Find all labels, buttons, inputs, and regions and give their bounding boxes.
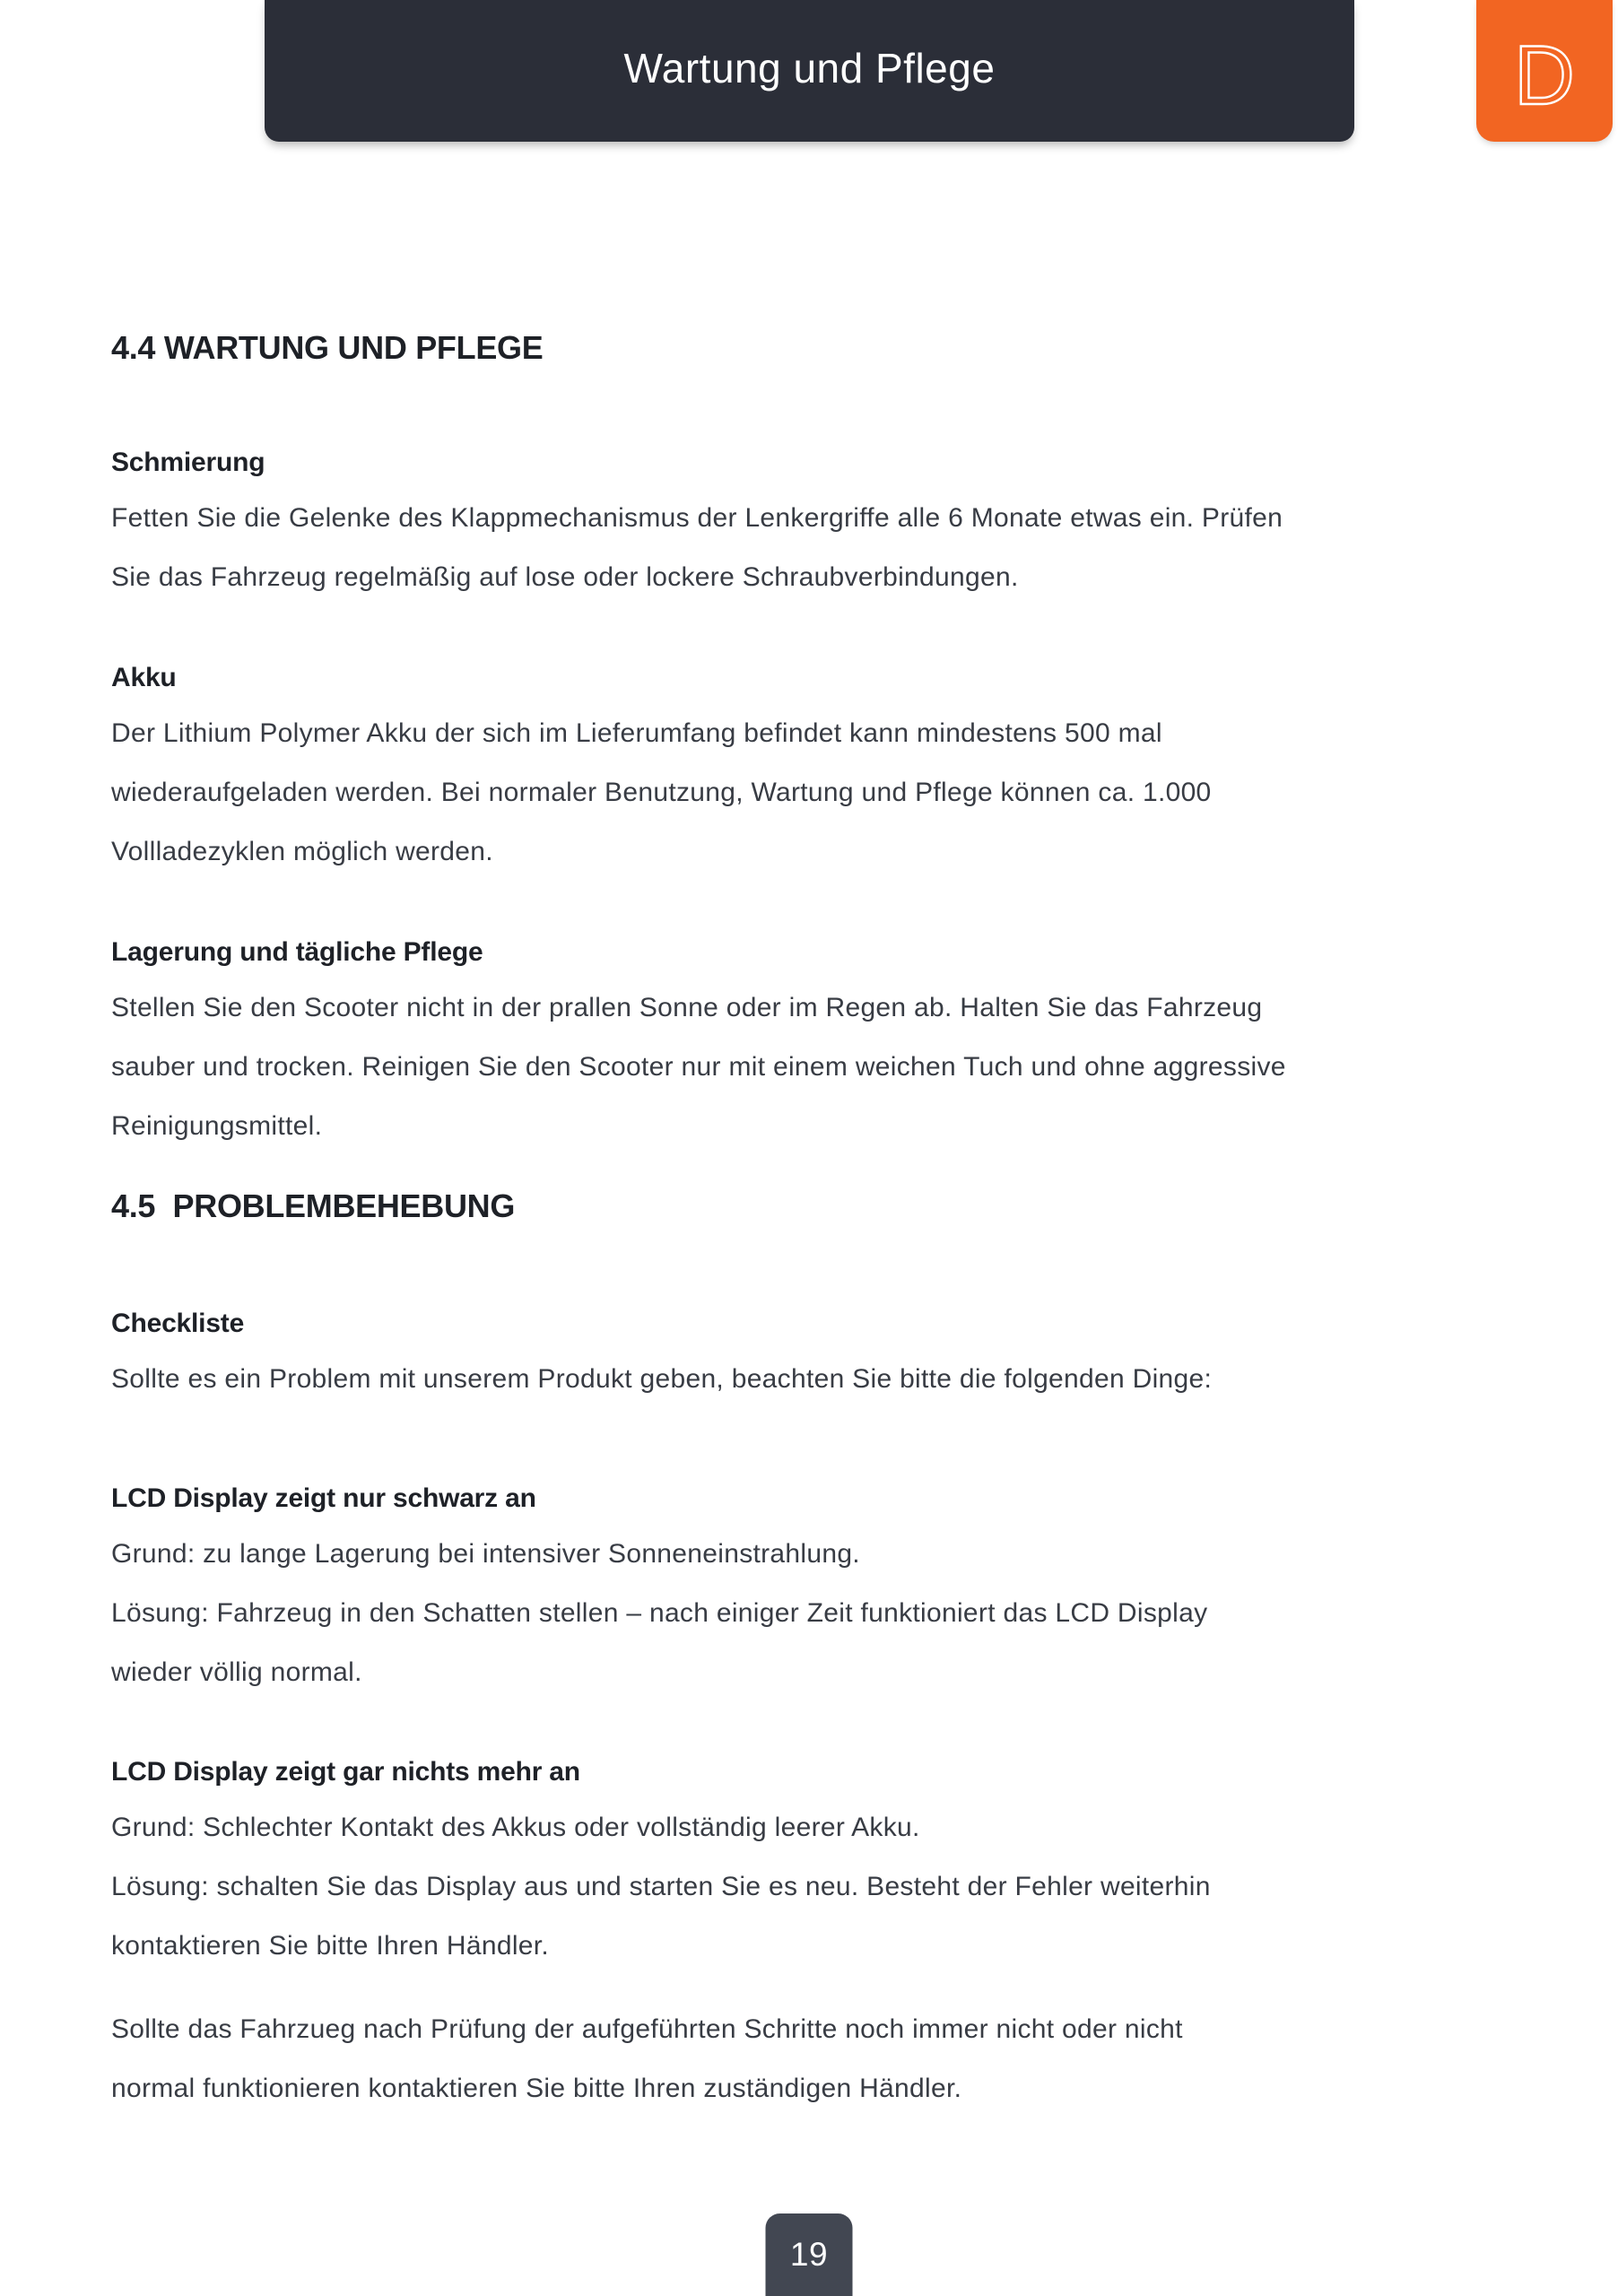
page-number: 19 [789, 2236, 829, 2273]
body-line: Grund: zu lange Lagerung bei intensiver Sonneneinstrahlung. [111, 1539, 860, 1569]
block-title: Schmierung [111, 448, 265, 477]
body-line: Sie das Fahrzeug regelmäßig auf lose oder lockere Schraubverbindungen. [111, 562, 1019, 592]
body-line: Reinigungsmittel. [111, 1111, 323, 1141]
block-title: LCD Display zeigt gar nichts mehr an [111, 1757, 580, 1787]
page-content [111, 0, 1510, 2118]
body-line: kontaktieren Sie bitte Ihren Händler. [111, 1931, 550, 1961]
body-line: normal funktionieren kontaktieren Sie bitte Ihren zuständigen Händler. [111, 2074, 962, 2103]
block-title: Lagerung und tägliche Pflege [111, 937, 483, 967]
body-line: sauber und trocken. Reinigen Sie den Scooter nur mit einem weichen Tuch und ohne aggressive [111, 1052, 1286, 1082]
body-line: wieder völlig normal. [111, 1657, 362, 1687]
body-line: Lösung: schalten Sie das Display aus und starten Sie es neu. Besteht der Fehler weiterhin [111, 1872, 1211, 1901]
tab-letter: D [1514, 28, 1575, 122]
body-line: wiederaufgeladen werden. Bei normaler Benutzung, Wartung und Pflege können ca. 1.000 [111, 778, 1212, 807]
content-block-checkliste [111, 1298, 1510, 1409]
block-title: LCD Display zeigt nur schwarz an [111, 1483, 536, 1513]
content-block-lcd-nichts [111, 1746, 1510, 1976]
content-block-schmierung [111, 437, 1510, 607]
content-block-akku [111, 652, 1510, 882]
section-heading-4-5: 4.5 PROBLEMBEHEBUNG [111, 1187, 516, 1224]
body-line: Grund: Schlechter Kontakt des Akkus oder vollständig leerer Akku. [111, 1813, 920, 1842]
content-block-lcd-schwarz [111, 1473, 1510, 1702]
body-line: Sollte es ein Problem mit unserem Produkt geben, beachten Sie bitte die folgenden Dinge: [111, 1364, 1213, 1394]
body-line: Sollte das Fahrzueg nach Prüfung der aufgeführten Schritte noch immer nicht oder nicht [111, 2014, 1183, 2044]
page-number-badge [766, 2213, 853, 2296]
content-block-lagerung [111, 926, 1510, 1156]
block-title: Checkliste [111, 1309, 245, 1338]
body-line: Stellen Sie den Scooter nicht in der prallen Sonne oder im Regen ab. Halten Sie das Fahrzeug [111, 993, 1263, 1022]
body-line: Vollladezyklen möglich werden. [111, 837, 493, 866]
body-line: Der Lithium Polymer Akku der sich im Lieferumfang befindet kann mindestens 500 mal [111, 718, 1162, 748]
chapter-title: Wartung und Pflege [623, 45, 996, 91]
block-title: Akku [111, 663, 177, 692]
section-heading-4-4: 4.4 WARTUNG UND PFLEGE [111, 329, 544, 366]
body-line: Lösung: Fahrzeug in den Schatten stellen – nach einiger Zeit funktioniert das LCD Display [111, 1598, 1208, 1628]
body-line: Fetten Sie die Gelenke des Klappmechanismus der Lenkergriffe alle 6 Monate etwas ein. Prüfen [111, 503, 1283, 533]
content-block-schlussabsatz [111, 2000, 1510, 2118]
